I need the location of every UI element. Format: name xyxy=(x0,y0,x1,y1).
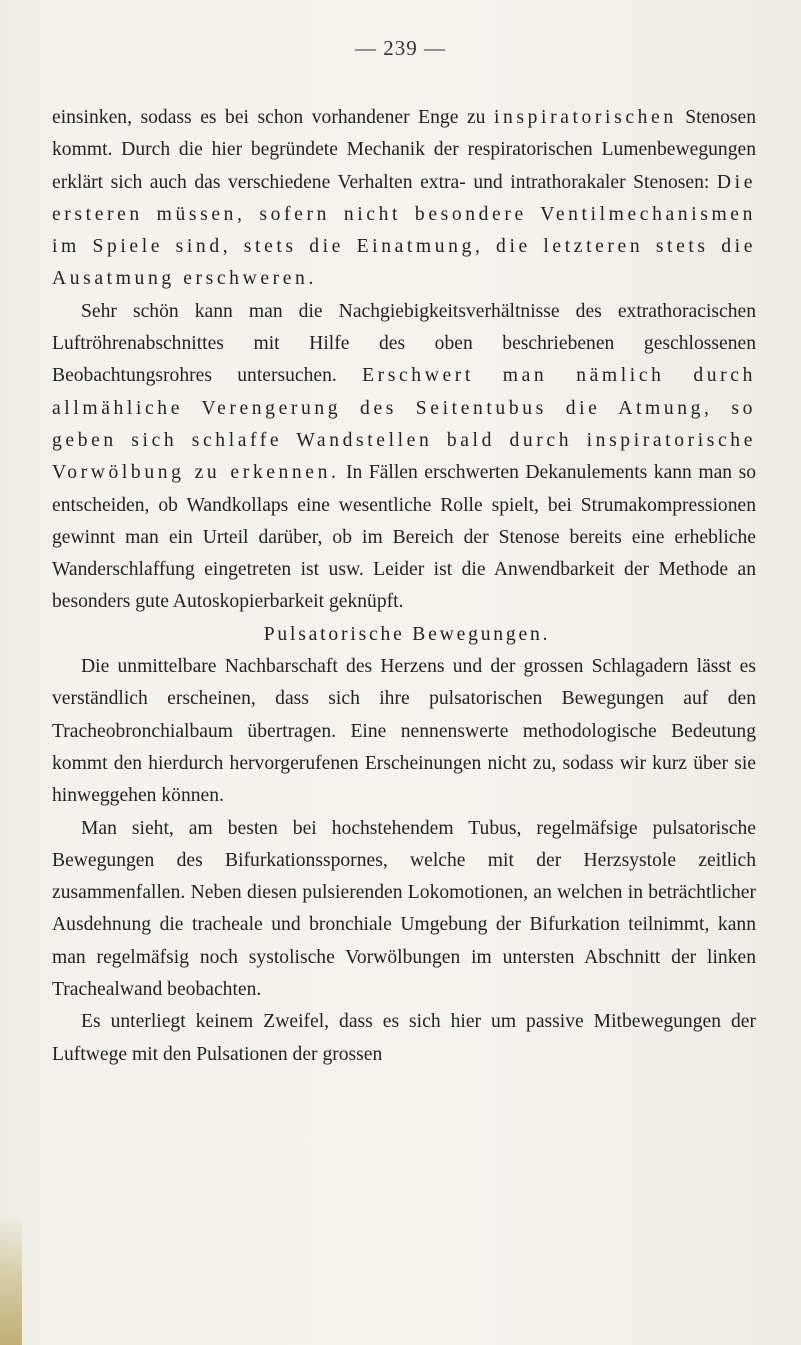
text-run: Die unmittelbare Nachbarschaft des Herzens und der grossen Schlagadern lässt es verständlich erscheinen, dass sich ihre pulsatorischen Bewegungen auf den Tracheobronchialbaum übertragen. Eine nennenswerte methodologische Bedeutung kommt den hierdurch hervorgerufenen Erscheinungen nicht zu, sodass wir kurz über sie hinweggehen können. xyxy=(52,656,756,807)
text-run-spaced: Die ersteren müssen, sofern nicht besondere Ventilmechanismen im Spiele sind, stets die Einatmung, die letzteren stets die Ausatmung erschweren. xyxy=(52,171,756,290)
paragraph-1 xyxy=(52,102,756,296)
text-run-spaced: inspiratorischen xyxy=(493,107,677,128)
text-run: Man sieht, am besten bei hochstehendem Tubus, regelmäfsige pulsatorische Bewegungen des Bifurkationsspornes, welche mit der Herzsystole zeitlich zusammenfallen. Neben diesen pulsierenden Lokomotionen, an welchen in beträchtlicher Ausdehnung die tracheale und bronchiale Umgebung der Bifurkation teilnimmt, kann man regelmäfsig noch systolische Vorwölbungen im untersten Abschnitt der linken Trachealwand beobachten. xyxy=(52,817,756,1001)
text-run: einsinken, sodass es bei schon vorhandener Enge zu xyxy=(52,107,494,128)
text-run: Es unterliegt keinem Zweifel, dass es sich hier um passive Mitbewegungen der Luftwege mit den Pulsationen der grossen xyxy=(52,1011,756,1065)
page-number: — 239 — xyxy=(355,36,446,60)
paragraph-3 xyxy=(52,651,756,812)
text-run-spaced: Erschwert man nämlich durch allmähliche Verengerung des Seitentubus die Atmung, so geben sich schlaffe Wandstellen bald durch inspiratorische Vorwölbung zu erkennen. xyxy=(52,365,756,484)
paragraph-4 xyxy=(52,813,756,1007)
text-run: Sehr schön kann man die Nachgiebigkeitsverhältnisse des extrathoracischen Luftröhrenabschnittes mit Hilfe des oben beschriebenen geschlossenen Beobachtungsrohres untersuchen. xyxy=(52,300,756,387)
page-edge-stain xyxy=(0,1215,22,1345)
body-text xyxy=(52,102,756,1071)
section-heading: Pulsatorische Bewegungen. xyxy=(263,623,551,645)
paragraph-5 xyxy=(52,1006,756,1071)
text-run: In Fällen erschwerten Dekanulements kann man so entscheiden, ob Wandkollaps eine wesentliche Rolle spielt, bei Strumakompressionen gewinnt man ein Urteil darüber, ob im Bereich der Stenose bereits eine erhebliche Wanderschlaffung eingetreten ist usw. Leider ist die Anwendbarkeit der Methode an besonders gute Autoskopierbarkeit geknüpft. xyxy=(52,462,756,613)
text-run: Stenosen kommt. Durch die hier begründete Mechanik der respiratorischen Lumenbewegungen erklärt sich auch das verschiedene Verhalten extra- und intrathorakaler Stenosen: xyxy=(52,107,756,193)
paragraph-2 xyxy=(52,296,756,619)
